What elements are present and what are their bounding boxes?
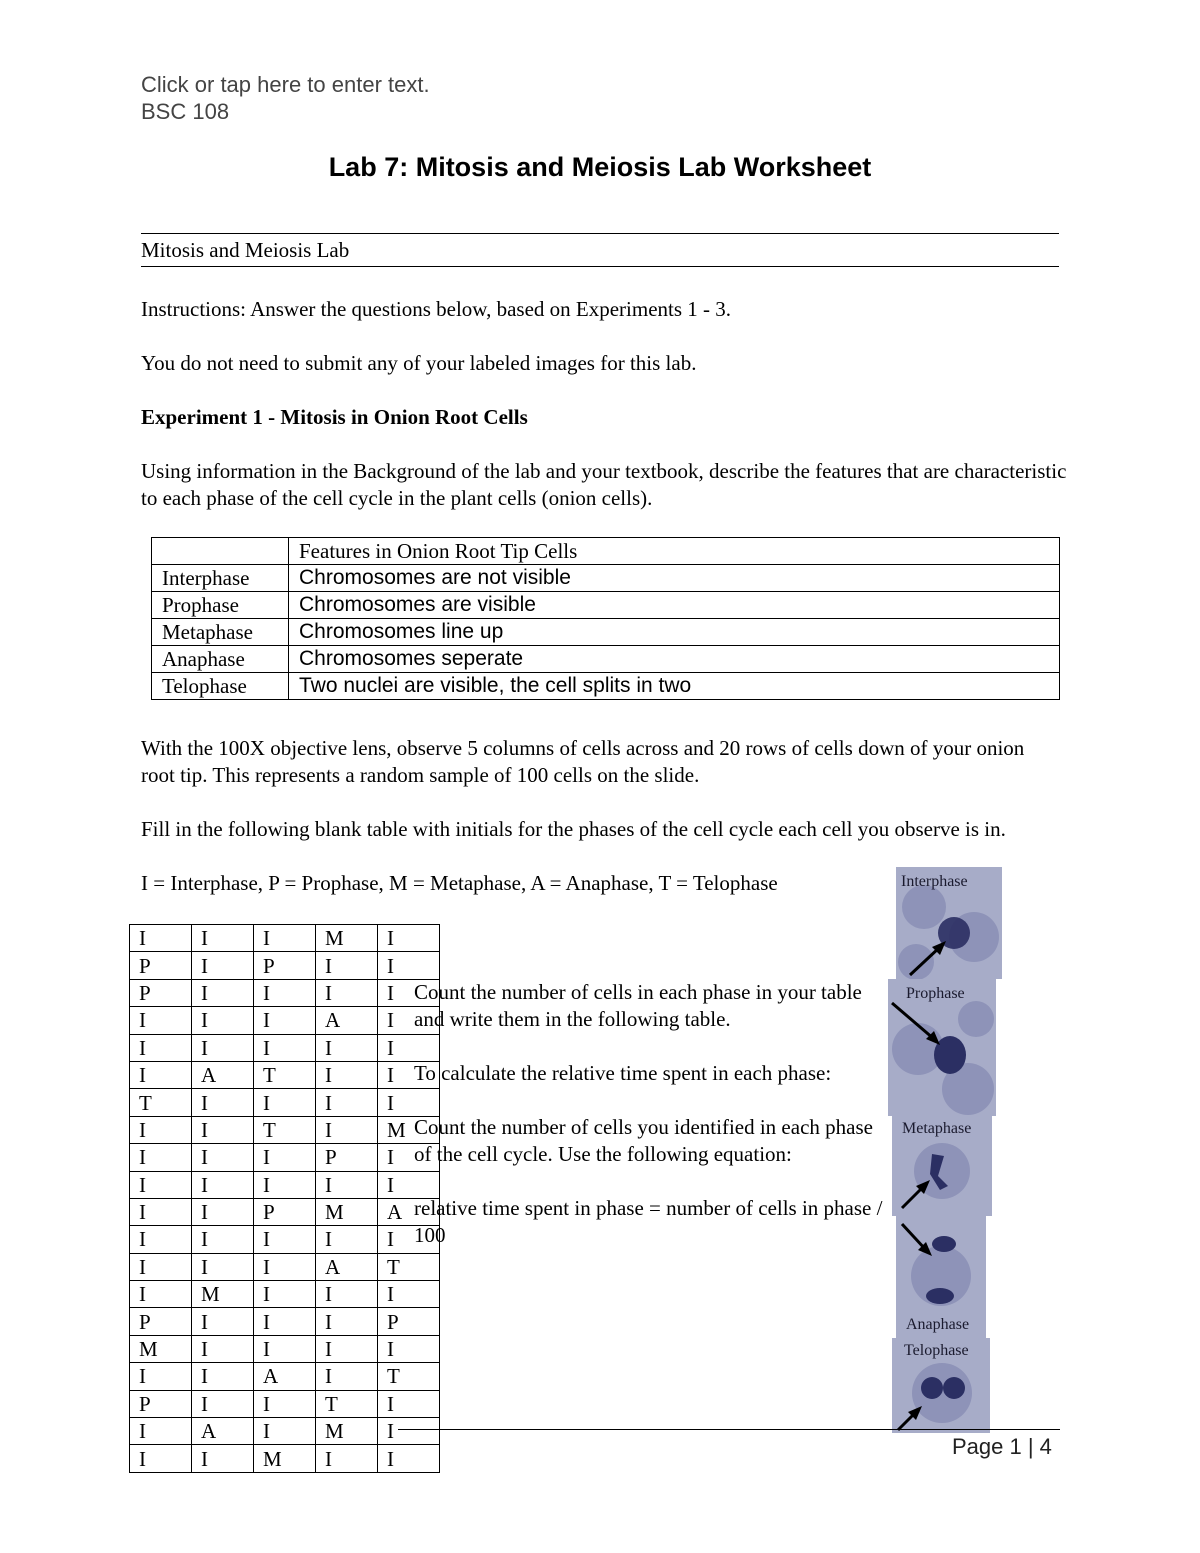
observation-grid: [129, 924, 440, 1473]
telophase-label: Telophase: [904, 1342, 969, 1359]
grid-cell[interactable]: I: [192, 1034, 254, 1061]
table-row: [130, 925, 440, 952]
feature-answer-cell[interactable]: Chromosomes are not visible: [289, 565, 1060, 592]
top-rule: [141, 233, 1059, 234]
grid-cell[interactable]: I: [192, 1363, 254, 1390]
grid-cell[interactable]: P: [130, 979, 192, 1006]
grid-cell[interactable]: I: [254, 1226, 316, 1253]
grid-cell[interactable]: I: [254, 1171, 316, 1198]
grid-cell[interactable]: I: [378, 1335, 440, 1362]
feature-answer-cell[interactable]: Two nuclei are visible, the cell splits in two: [289, 673, 1060, 700]
grid-cell[interactable]: I: [378, 1144, 440, 1171]
grid-cell[interactable]: I: [378, 1171, 440, 1198]
prophase-micrograph: [888, 979, 996, 1116]
phase-name-cell: Anaphase: [152, 646, 289, 673]
grid-cell[interactable]: I: [254, 1390, 316, 1417]
grid-cell[interactable]: I: [192, 1089, 254, 1116]
cell-cycle-micrographs: [886, 867, 1004, 1433]
table-row: [152, 646, 1060, 673]
grid-cell[interactable]: I: [316, 952, 378, 979]
grid-cell[interactable]: I: [316, 979, 378, 1006]
fill-instructions: Fill in the following blank table with initials for the phases of the cell cycle each cell you observe is in.: [141, 817, 1006, 841]
grid-cell[interactable]: T: [254, 1116, 316, 1143]
grid-cell[interactable]: A: [378, 1198, 440, 1225]
grid-cell[interactable]: I: [254, 1089, 316, 1116]
grid-cell[interactable]: I: [192, 979, 254, 1006]
grid-cell[interactable]: I: [378, 1445, 440, 1472]
grid-cell[interactable]: I: [254, 1034, 316, 1061]
grid-cell[interactable]: I: [316, 1089, 378, 1116]
grid-cell[interactable]: I: [316, 1171, 378, 1198]
bottom-rule: [141, 266, 1059, 267]
grid-cell[interactable]: I: [192, 952, 254, 979]
grid-cell[interactable]: I: [254, 1281, 316, 1308]
grid-cell[interactable]: I: [316, 1335, 378, 1362]
table-row: [152, 592, 1060, 619]
grid-cell[interactable]: M: [316, 1198, 378, 1225]
calc-instructions-2: Count the number of cells you identified in each phase of the cell cycle. Use the following equation:: [414, 1115, 873, 1166]
grid-cell[interactable]: A: [192, 1061, 254, 1088]
grid-cell[interactable]: I: [254, 1335, 316, 1362]
footer-rule: [398, 1429, 1060, 1430]
grid-cell[interactable]: A: [254, 1363, 316, 1390]
grid-cell[interactable]: I: [192, 1308, 254, 1335]
grid-cell[interactable]: P: [130, 1308, 192, 1335]
grid-cell[interactable]: I: [192, 1226, 254, 1253]
grid-cell[interactable]: I: [130, 1418, 192, 1445]
grid-cell[interactable]: A: [192, 1418, 254, 1445]
grid-cell[interactable]: I: [192, 1171, 254, 1198]
interphase-micrograph: [896, 867, 1002, 979]
table-row: [130, 1171, 440, 1198]
grid-cell[interactable]: I: [254, 925, 316, 952]
grid-cell[interactable]: I: [130, 1116, 192, 1143]
grid-cell[interactable]: I: [192, 1390, 254, 1417]
grid-cell[interactable]: I: [192, 925, 254, 952]
grid-cell[interactable]: I: [192, 1007, 254, 1034]
metaphase-micrograph: [892, 1116, 992, 1216]
count-instructions: Count the number of cells in each phase in your table and write them in the following table.: [414, 980, 862, 1031]
table-row: [130, 952, 440, 979]
table-row: [130, 1445, 440, 1472]
table-row: [130, 1418, 440, 1445]
course-code: BSC 108: [141, 99, 230, 124]
grid-cell[interactable]: I: [192, 1144, 254, 1171]
grid-cell[interactable]: I: [130, 1171, 192, 1198]
grid-cell[interactable]: A: [316, 1253, 378, 1280]
grid-cell[interactable]: I: [254, 1144, 316, 1171]
grid-cell[interactable]: T: [316, 1390, 378, 1417]
anaphase-micrograph: [896, 1216, 986, 1338]
grid-cell[interactable]: I: [192, 1253, 254, 1280]
grid-cell[interactable]: P: [130, 952, 192, 979]
grid-cell[interactable]: M: [254, 1445, 316, 1472]
grid-cell[interactable]: M: [378, 1116, 440, 1143]
table-row: [130, 1390, 440, 1417]
feature-answer-cell[interactable]: Chromosomes are visible: [289, 592, 1060, 619]
grid-cell[interactable]: I: [254, 1007, 316, 1034]
grid-cell[interactable]: I: [378, 1061, 440, 1088]
grid-cell[interactable]: I: [316, 1281, 378, 1308]
grid-cell[interactable]: I: [130, 1281, 192, 1308]
feature-answer-cell[interactable]: Chromosomes seperate: [289, 646, 1060, 673]
grid-cell[interactable]: I: [130, 1144, 192, 1171]
table-row: [130, 1198, 440, 1225]
table-row: [130, 1116, 440, 1143]
feature-answer-cell[interactable]: Chromosomes line up: [289, 619, 1060, 646]
grid-cell[interactable]: I: [192, 1198, 254, 1225]
table-row: [130, 1007, 440, 1034]
grid-cell[interactable]: M: [316, 925, 378, 952]
prophase-label: Prophase: [906, 985, 965, 1002]
phase-name-cell: Metaphase: [152, 619, 289, 646]
lab-name: Mitosis and Meiosis Lab: [141, 238, 350, 262]
grid-cell[interactable]: I: [378, 1390, 440, 1417]
page-number: Page 1 | 4: [952, 1434, 1052, 1459]
experiment-1-prompt: Using information in the Background of the lab and your textbook, describe the features that are characteristic to each phase of the cell cycle in the plant cells (onion cells).: [141, 459, 1067, 510]
grid-cell[interactable]: I: [130, 1445, 192, 1472]
grid-cell[interactable]: I: [316, 1363, 378, 1390]
anaphase-label: Anaphase: [906, 1316, 970, 1333]
table-row: [130, 1089, 440, 1116]
phase-name-cell: Interphase: [152, 565, 289, 592]
features-table: [151, 537, 1060, 700]
grid-cell[interactable]: P: [254, 1198, 316, 1225]
grid-cell[interactable]: I: [378, 1418, 440, 1445]
grid-cell[interactable]: M: [130, 1335, 192, 1362]
table-row: [130, 1281, 440, 1308]
calc-instructions-1: To calculate the relative time spent in each phase:: [414, 1061, 832, 1085]
placeholder-text-field[interactable]: Click or tap here to enter text.: [141, 72, 430, 97]
grid-cell[interactable]: I: [130, 1198, 192, 1225]
grid-cell[interactable]: I: [378, 1034, 440, 1061]
grid-cell[interactable]: I: [254, 1308, 316, 1335]
grid-cell[interactable]: I: [378, 925, 440, 952]
grid-cell[interactable]: P: [378, 1308, 440, 1335]
phase-legend: I = Interphase, P = Prophase, M = Metaphase, A = Anaphase, T = Telophase: [141, 871, 778, 895]
grid-cell[interactable]: I: [378, 1281, 440, 1308]
experiment-1-heading: Experiment 1 - Mitosis in Onion Root Cells: [141, 405, 528, 429]
grid-cell[interactable]: I: [192, 1116, 254, 1143]
grid-cell[interactable]: I: [316, 1445, 378, 1472]
grid-cell[interactable]: T: [130, 1089, 192, 1116]
metaphase-label: Metaphase: [902, 1120, 972, 1137]
grid-cell[interactable]: I: [316, 1061, 378, 1088]
page-title: Lab 7: Mitosis and Meiosis Lab Worksheet: [328, 152, 872, 182]
grid-cell[interactable]: I: [130, 925, 192, 952]
grid-cell[interactable]: I: [316, 1034, 378, 1061]
table-row: [130, 1061, 440, 1088]
grid-cell[interactable]: P: [254, 952, 316, 979]
grid-cell[interactable]: I: [130, 1253, 192, 1280]
grid-cell[interactable]: I: [316, 1226, 378, 1253]
table-row: [130, 979, 440, 1006]
table-row: [130, 1363, 440, 1390]
grid-cell[interactable]: I: [192, 1335, 254, 1362]
grid-cell[interactable]: I: [254, 1418, 316, 1445]
table-row: [130, 1335, 440, 1362]
grid-cell[interactable]: I: [254, 979, 316, 1006]
grid-cell[interactable]: I: [378, 979, 440, 1006]
table-row: [130, 1253, 440, 1280]
grid-cell[interactable]: I: [316, 1116, 378, 1143]
grid-cell[interactable]: I: [130, 1034, 192, 1061]
grid-cell[interactable]: P: [130, 1390, 192, 1417]
grid-cell[interactable]: I: [378, 1089, 440, 1116]
grid-cell[interactable]: I: [378, 1226, 440, 1253]
table-row: [130, 1034, 440, 1061]
features-table-header: Features in Onion Root Tip Cells: [289, 538, 1060, 565]
grid-cell[interactable]: M: [316, 1418, 378, 1445]
table-row: [152, 673, 1060, 700]
phase-name-cell: Telophase: [152, 673, 289, 700]
features-table-header-row: [152, 538, 1060, 565]
table-row: [130, 1308, 440, 1335]
features-table-corner-cell: [152, 538, 289, 565]
interphase-label: Interphase: [901, 873, 968, 890]
table-row: [152, 619, 1060, 646]
grid-cell[interactable]: M: [192, 1281, 254, 1308]
observe-instructions: With the 100X objective lens, observe 5 columns of cells across and 20 rows of cells down of your onion root tip. This represents a random sample of 100 cells on the slide.: [141, 736, 1025, 787]
table-row: [130, 1144, 440, 1171]
grid-cell[interactable]: P: [316, 1144, 378, 1171]
note-text: You do not need to submit any of your labeled images for this lab.: [141, 351, 697, 375]
grid-cell[interactable]: I: [130, 1007, 192, 1034]
relative-time-equation: relative time spent in phase = number of cells in phase / 100: [414, 1196, 883, 1247]
grid-cell[interactable]: I: [378, 1007, 440, 1034]
grid-cell[interactable]: I: [130, 1226, 192, 1253]
grid-cell[interactable]: T: [254, 1061, 316, 1088]
grid-cell[interactable]: I: [316, 1308, 378, 1335]
grid-cell[interactable]: I: [254, 1253, 316, 1280]
grid-cell[interactable]: I: [378, 952, 440, 979]
grid-cell[interactable]: T: [378, 1253, 440, 1280]
grid-cell[interactable]: I: [192, 1445, 254, 1472]
grid-cell[interactable]: T: [378, 1363, 440, 1390]
phase-name-cell: Prophase: [152, 592, 289, 619]
table-row: [152, 565, 1060, 592]
telophase-micrograph: [892, 1338, 990, 1433]
table-row: [130, 1226, 440, 1253]
grid-cell[interactable]: I: [130, 1061, 192, 1088]
grid-cell[interactable]: A: [316, 1007, 378, 1034]
instructions-text: Instructions: Answer the questions below, based on Experiments 1 - 3.: [141, 297, 732, 321]
grid-cell[interactable]: I: [130, 1363, 192, 1390]
